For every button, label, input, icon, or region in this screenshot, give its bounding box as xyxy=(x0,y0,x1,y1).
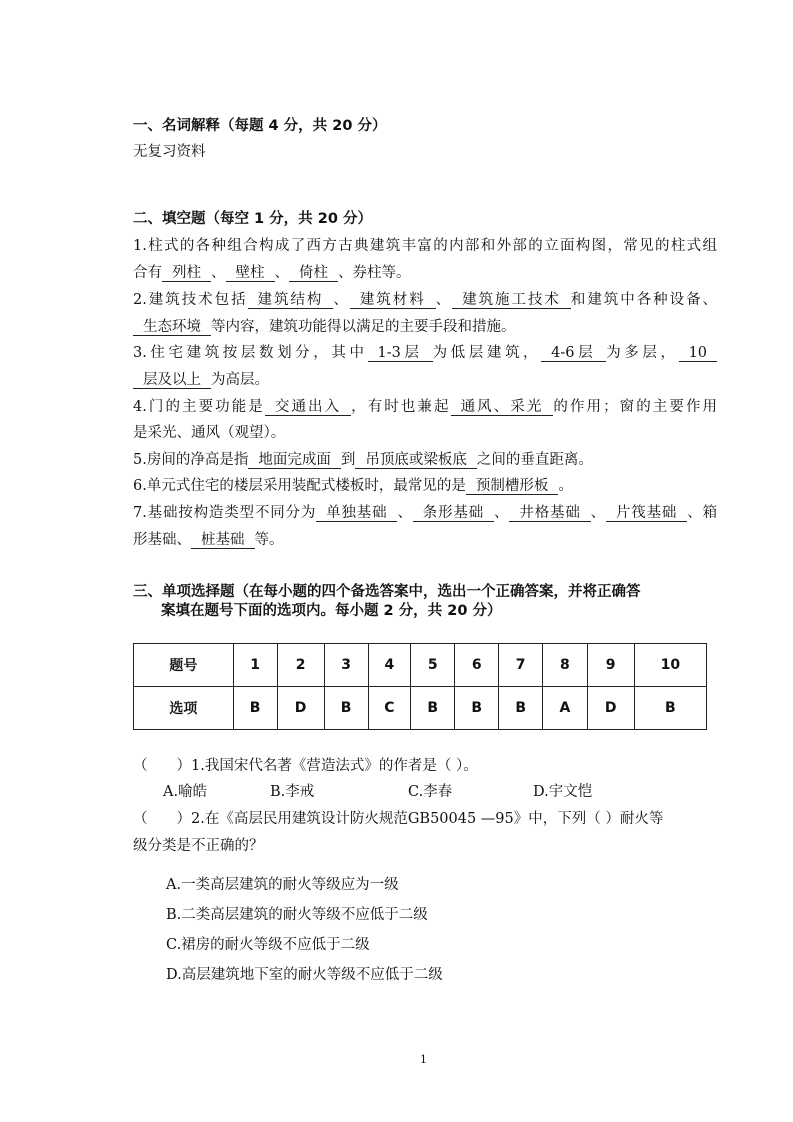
fill-in-line xyxy=(133,503,717,523)
answer-blank: 建筑结构 xyxy=(248,292,334,309)
question-number-cell: 7 xyxy=(499,644,543,687)
question-2-line1: （ ）2.在《高层民用建筑设计防火规范GB50045 —95》中，下列（ ）耐火等 xyxy=(133,811,664,827)
answer-cell: D xyxy=(277,687,324,730)
question-text: 等内容，建筑功能得以满足的主要手段和措施。 xyxy=(211,319,516,335)
fill-in-line xyxy=(133,530,717,550)
answer-blank: 4-6层 xyxy=(541,345,606,362)
question-text: 3.住宅建筑按层数划分，其中 xyxy=(133,345,368,361)
section1-body: 无复习资料 xyxy=(133,144,206,160)
question-text: 6.单元式住宅的楼层采用装配式楼板时，最常见的是 xyxy=(133,478,466,494)
answer-blank: 井格基础 xyxy=(509,505,590,522)
answer-blank: 建筑施工技术 xyxy=(452,292,571,309)
fill-in-line xyxy=(133,423,717,443)
question-number-cell: 1 xyxy=(233,644,277,687)
table-row-numbers xyxy=(134,644,707,687)
question-text: 4.门的主要功能是 xyxy=(133,399,265,415)
answer-cell: B xyxy=(455,687,499,730)
q2-option-a: A.一类高层建筑的耐火等级应为一级 xyxy=(166,877,399,893)
question-number-cell: 10 xyxy=(634,644,706,687)
question-2-line2: 级分类是不正确的？ xyxy=(133,838,264,854)
question-text: 等。 xyxy=(254,532,284,548)
fill-in-line xyxy=(133,397,717,417)
question-text: 为高层。 xyxy=(211,372,269,388)
question-text: 、 xyxy=(397,505,413,521)
question-number-cell: 8 xyxy=(543,644,588,687)
question-number-cell: 5 xyxy=(411,644,455,687)
question-text: 、 xyxy=(274,265,289,281)
q1-option-c: C.李春 xyxy=(408,784,453,800)
answer-blank: 吊顶底或梁板底 xyxy=(355,452,477,469)
answer-blank: 建筑材料 xyxy=(350,292,436,309)
answer-cell: A xyxy=(543,687,588,730)
row-label: 题号 xyxy=(134,644,234,687)
answer-blank: 预制槽形板 xyxy=(466,478,559,495)
q2-option-d: D.高层建筑地下室的耐火等级不应低于二级 xyxy=(166,967,443,983)
q1-option-a: A.喻皓 xyxy=(163,784,208,800)
question-text: 合有 xyxy=(133,265,162,281)
question-text: 5.房间的净高是指 xyxy=(133,452,249,468)
fill-in-line xyxy=(133,370,717,390)
section1-heading: 一、名词解释（每题 4 分，共 20 分） xyxy=(133,118,387,134)
question-number-cell: 2 xyxy=(277,644,324,687)
answer-blank: 桩基础 xyxy=(191,532,255,549)
section2-heading: 二、填空题（每空 1 分，共 20 分） xyxy=(133,211,372,227)
answer-blank: 10 xyxy=(679,345,717,362)
answer-blank: 通风、采光 xyxy=(451,399,554,416)
answer-blank: 片筏基础 xyxy=(606,505,687,522)
answer-blank: 壁柱 xyxy=(226,265,275,282)
section3-heading-line2: 案填在题号下面的选项内。每小题 2 分，共 20 分） xyxy=(161,603,502,619)
answer-blank: 倚柱 xyxy=(289,265,338,282)
fill-in-line xyxy=(133,476,717,496)
answer-blank: 地面完成面 xyxy=(248,452,341,469)
answer-blank: 交通出入 xyxy=(265,399,351,416)
answer-cell: B xyxy=(233,687,277,730)
answer-cell: B xyxy=(499,687,543,730)
question-number-cell: 6 xyxy=(455,644,499,687)
answer-cell: C xyxy=(368,687,411,730)
answer-cell: B xyxy=(411,687,455,730)
answer-cell: B xyxy=(324,687,368,730)
fill-in-line xyxy=(133,290,717,310)
section3-heading-line1: 三、单项选择题（在每小题的四个备选答案中，选出一个正确答案，并将正确答 xyxy=(133,584,641,600)
question-text: 、 xyxy=(494,505,510,521)
question-text: 、箱 xyxy=(687,505,718,521)
answer-blank: 列柱 xyxy=(162,265,211,282)
question-text: 之间的垂直距离。 xyxy=(476,452,593,468)
answer-cell: B xyxy=(634,687,706,730)
question-text: 到 xyxy=(340,452,356,468)
answer-blank: 层及以上 xyxy=(133,372,211,389)
answer-table xyxy=(133,643,707,730)
answer-blank: 条形基础 xyxy=(413,505,494,522)
question-text: ，有时也兼起 xyxy=(351,399,451,415)
question-text: 、 xyxy=(590,505,606,521)
question-1: （ ）1.我国宋代名著《营造法式》的作者是（ ）。 xyxy=(133,758,478,774)
question-text: 、 xyxy=(333,292,350,308)
question-number-cell: 4 xyxy=(368,644,411,687)
page-number: 1 xyxy=(420,1053,427,1066)
question-text: 1.柱式的各种组合构成了西方古典建筑丰富的内部和外部的立面构图，常见的柱式组 xyxy=(133,238,717,254)
question-text: 、券柱等。 xyxy=(338,265,411,281)
question-text: 7.基础按构造类型不同分为 xyxy=(133,505,317,521)
q1-option-d: D.宇文恺 xyxy=(533,784,593,800)
row-label: 选项 xyxy=(134,687,234,730)
question-text: 2.建筑技术包括 xyxy=(133,292,248,308)
answer-blank: 单独基础 xyxy=(316,505,397,522)
question-text: 、 xyxy=(435,292,453,308)
question-text: 为多层， xyxy=(606,345,679,361)
table-row-answers xyxy=(134,687,707,730)
answer-blank: 1-3层 xyxy=(368,345,433,362)
question-text: 。 xyxy=(558,478,573,494)
q1-option-b: B.李戒 xyxy=(270,784,315,800)
question-text: 为低层建筑， xyxy=(432,345,542,361)
question-text: 的作用；窗的主要作用 xyxy=(553,399,718,415)
fill-in-line xyxy=(133,317,717,337)
q2-option-c: C.裙房的耐火等级不应低于二级 xyxy=(166,937,370,953)
fill-in-line xyxy=(133,450,717,470)
fill-in-line xyxy=(133,236,717,256)
q2-option-b: B.二类高层建筑的耐火等级不应低于二级 xyxy=(166,907,428,923)
answer-cell: D xyxy=(587,687,634,730)
answer-blank: 生态环境 xyxy=(133,319,211,336)
fill-in-line xyxy=(133,343,717,363)
question-text: 是采光、通风（观望）。 xyxy=(133,425,286,441)
question-text: 形基础、 xyxy=(133,532,191,548)
question-text: 、 xyxy=(211,265,226,281)
question-number-cell: 3 xyxy=(324,644,368,687)
question-text: 和建筑中各种设备、 xyxy=(570,292,718,308)
fill-in-line xyxy=(133,263,717,283)
question-number-cell: 9 xyxy=(587,644,634,687)
